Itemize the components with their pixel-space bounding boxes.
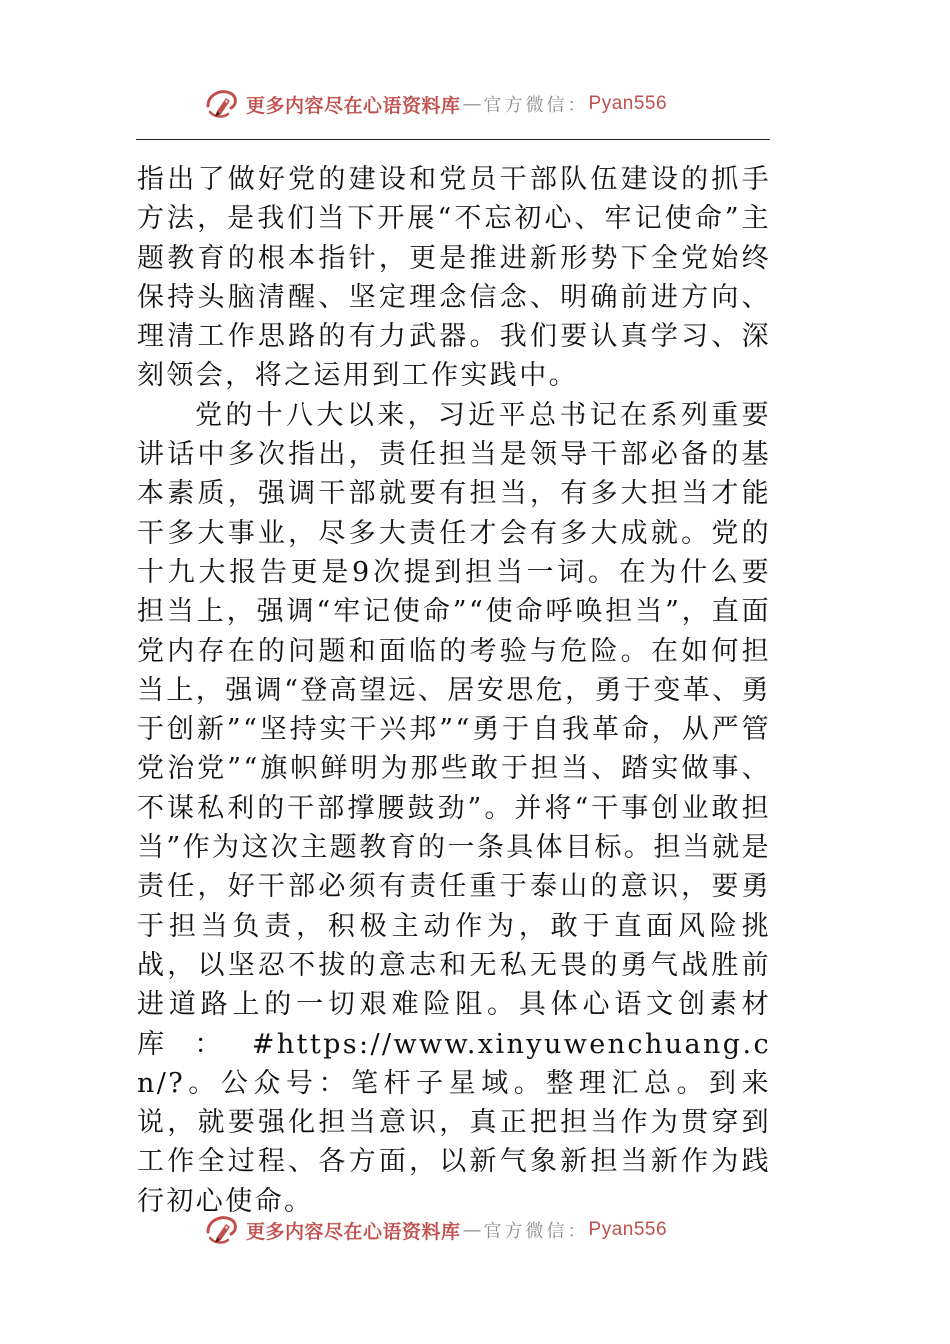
banner-separator: — bbox=[462, 93, 482, 115]
banner-wechat-label: 官方微信： bbox=[483, 95, 589, 116]
banner-separator: — bbox=[462, 1219, 482, 1241]
body-paragraph: 指出了做好党的建设和党员干部队伍建设的抓手方法，是我们当下开展“不忘初心、牢记使命”主题教育的根本指针，更是推进新形势下全党始终保持头脑清醒、坚定理念信念、明确前进方向、理清工作思路的有力武器。我们要认真学习、深刻领会，将之运用到工作实践中。 bbox=[137, 164, 771, 392]
banner-wechat-id: Pyan556 bbox=[588, 93, 668, 114]
footer-banner bbox=[204, 1210, 667, 1250]
pen-nib-swirl-icon bbox=[204, 1212, 240, 1248]
body-paragraph: 党的十八大以来，习近平总书记在系列重要讲话中多次指出，责任担当是领导干部必备的基本素质，强调干部就要有担当，有多大担当才能干多大事业，尽多大责任才会有多大成就。党的十九大报告更是9次提到担当一词。在为什么要担当上，强调“牢记使命”“使命呼唤担当”，直面党内存在的问题和面临的考验与危险。在如何担当上，强调“登高望远、居安思危，勇于变革、勇于创新”“坚持实干兴邦”“勇于自我革命，从严管党治党”“旗帜鲜明为那些敢于担当、踏实做事、不谋私利的干部撑腰鼓劲”。并将“干事创业敢担当”作为这次主题教育的一条具体目标。担当就是责任，好干部必须有责任重于泰山的意识，要勇于担当负责，积极主动作为，敢于直面风险挑战，以坚忍不拔的意志和无私无畏的勇气战胜前进道路上的一切艰难险阻。具体心语文创素材库：#https://www.xinyuwenchuang.cn/?。公众号：笔杆子星域。整理汇总。到来说，就要强化担当意识，真正把担当作为贯穿到工作全过程、各方面，以新气象新担当新作为践行初心使命。 bbox=[137, 399, 771, 1217]
header-banner bbox=[204, 84, 667, 124]
banner-title: 更多内容尽在心语资料库 bbox=[246, 1220, 461, 1243]
header-divider bbox=[136, 139, 770, 140]
banner-title: 更多内容尽在心语资料库 bbox=[246, 94, 461, 117]
banner-wechat-id: Pyan556 bbox=[588, 1219, 668, 1240]
pen-nib-swirl-icon bbox=[204, 86, 240, 122]
banner-wechat-label: 官方微信： bbox=[483, 1221, 589, 1242]
document-body bbox=[137, 160, 771, 1221]
